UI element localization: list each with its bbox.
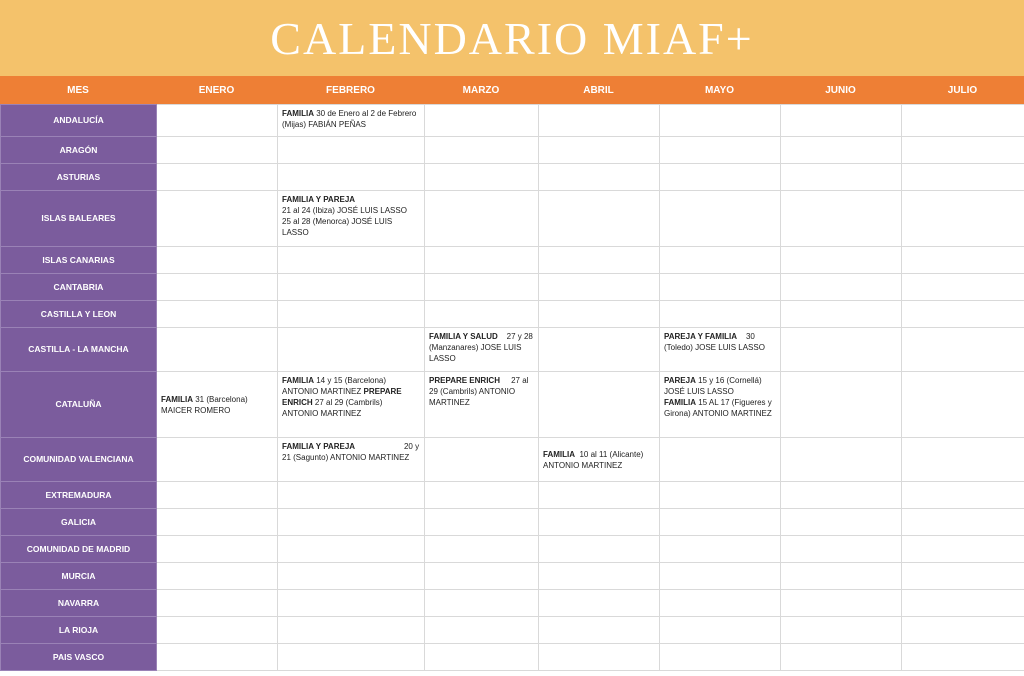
cell[interactable]: [425, 301, 539, 328]
cell[interactable]: [781, 509, 902, 536]
cell[interactable]: [660, 105, 781, 137]
table-row: [1, 247, 1024, 274]
event-text: 27 al 29 (Cambrils) ANTONIO MARTINEZ: [429, 376, 531, 407]
cell[interactable]: [902, 372, 1024, 438]
cell[interactable]: [157, 482, 278, 509]
cell[interactable]: [539, 191, 660, 247]
header-marzo: MARZO: [462, 84, 500, 96]
cell[interactable]: [157, 164, 278, 191]
cell[interactable]: [902, 590, 1024, 617]
cell[interactable]: [781, 590, 902, 617]
cell[interactable]: [902, 274, 1024, 301]
cell[interactable]: [425, 590, 539, 617]
event-cell[interactable]: [278, 191, 425, 247]
cell[interactable]: [278, 482, 425, 509]
cell[interactable]: [781, 247, 902, 274]
cell[interactable]: [539, 274, 660, 301]
cell[interactable]: [278, 617, 425, 644]
cell[interactable]: [278, 274, 425, 301]
cell[interactable]: [278, 137, 425, 164]
header-julio: JULIO: [947, 84, 978, 96]
event-tag: PREPARE ENRICH: [429, 376, 500, 385]
event-tag: PAREJA Y FAMILIA: [664, 332, 738, 341]
cell[interactable]: [660, 137, 781, 164]
table-row: [1, 191, 1024, 247]
region-murcia[interactable]: MURCIA: [1, 563, 157, 590]
cell[interactable]: [781, 563, 902, 590]
event-tag: PAREJA: [664, 376, 696, 385]
table-row: [1, 301, 1024, 328]
header-mes: MES: [67, 84, 89, 96]
table-row: [1, 509, 1024, 536]
event-tag: FAMILIA: [543, 449, 575, 459]
cell[interactable]: [539, 247, 660, 274]
cell[interactable]: [539, 372, 660, 438]
cell[interactable]: [902, 482, 1024, 509]
cell[interactable]: [660, 509, 781, 536]
event-tag: PREPARE ENRICH: [282, 387, 402, 407]
cell[interactable]: [425, 105, 539, 137]
header-febrero: FEBRERO: [326, 84, 375, 96]
table-row: [1, 105, 1024, 137]
event-tag: FAMILIA: [282, 109, 314, 118]
cell[interactable]: [902, 301, 1024, 328]
cell[interactable]: [539, 328, 660, 372]
cell[interactable]: [425, 536, 539, 563]
event-text: 14 y 15 (Barcelona) ANTONIO MARTINEZ: [282, 376, 387, 396]
cell[interactable]: [425, 137, 539, 164]
table-row: [1, 274, 1024, 301]
cell[interactable]: [902, 328, 1024, 372]
cell[interactable]: [425, 509, 539, 536]
cell[interactable]: [278, 590, 425, 617]
cell[interactable]: [157, 590, 278, 617]
cell[interactable]: [425, 438, 539, 482]
event-tag: FAMILIA Y SALUD: [429, 332, 498, 341]
cell[interactable]: [425, 482, 539, 509]
cell[interactable]: [660, 617, 781, 644]
cell[interactable]: [781, 617, 902, 644]
event-text: 31 (Barcelona) MAICER ROMERO: [161, 394, 248, 415]
calendar-table: [0, 104, 1024, 671]
cell[interactable]: [781, 274, 902, 301]
header-junio: JUNIO: [825, 84, 856, 96]
event-text: 21 al 24 (Ibiza) JOSÉ LUIS LASSO: [282, 206, 407, 215]
cell[interactable]: [278, 328, 425, 372]
region-islas-canarias[interactable]: ISLAS CANARIAS: [1, 247, 157, 274]
event-tag: FAMILIA Y PAREJA: [282, 442, 356, 451]
cell[interactable]: [660, 191, 781, 247]
cell[interactable]: [157, 247, 278, 274]
region-asturias[interactable]: ASTURIAS: [1, 164, 157, 191]
cell[interactable]: [157, 137, 278, 164]
cell[interactable]: [539, 590, 660, 617]
cell[interactable]: [157, 617, 278, 644]
cell[interactable]: [781, 438, 902, 482]
table-row: [1, 328, 1024, 372]
cell[interactable]: [425, 617, 539, 644]
table-row: [1, 482, 1024, 509]
cell[interactable]: [425, 191, 539, 247]
event-tag: FAMILIA: [664, 398, 696, 407]
event-text: 30 (Toledo) JOSE LUIS LASSO: [664, 332, 765, 352]
table-row: [1, 536, 1024, 563]
cell[interactable]: [539, 509, 660, 536]
cell[interactable]: [660, 482, 781, 509]
cell[interactable]: [902, 191, 1024, 247]
cell[interactable]: [660, 536, 781, 563]
cell[interactable]: [902, 644, 1024, 671]
cell[interactable]: [781, 482, 902, 509]
event-cell[interactable]: [278, 438, 425, 482]
table-row: [1, 372, 1024, 438]
cell[interactable]: [157, 509, 278, 536]
event-cell[interactable]: [539, 438, 660, 482]
cell[interactable]: [157, 563, 278, 590]
cell[interactable]: [902, 247, 1024, 274]
cell[interactable]: [157, 191, 278, 247]
region-aragon[interactable]: ARAGÓN: [1, 137, 157, 164]
table-row: [1, 563, 1024, 590]
cell[interactable]: [157, 644, 278, 671]
cell[interactable]: [539, 164, 660, 191]
cell[interactable]: [781, 105, 902, 137]
region-cantabria[interactable]: CANTABRIA: [1, 274, 157, 301]
cell[interactable]: [539, 137, 660, 164]
cell[interactable]: [902, 563, 1024, 590]
cell[interactable]: [157, 536, 278, 563]
cell[interactable]: [157, 328, 278, 372]
header-enero: ENERO: [198, 84, 235, 96]
cell[interactable]: [539, 105, 660, 137]
header-abril: ABRIL: [583, 84, 614, 96]
cell[interactable]: [425, 274, 539, 301]
event-text: 20 y 21 (Sagunto) ANTONIO MARTINEZ: [282, 442, 422, 462]
event-tag: FAMILIA Y PAREJA: [282, 195, 356, 204]
region-extremadura[interactable]: EXTREMADURA: [1, 482, 157, 509]
cell[interactable]: [660, 164, 781, 191]
cell[interactable]: [902, 105, 1024, 137]
region-navarra[interactable]: NAVARRA: [1, 590, 157, 617]
event-text: 10 al 11 (Alicante) ANTONIO MARTINEZ: [543, 449, 646, 470]
cell[interactable]: [157, 105, 278, 137]
cell[interactable]: [539, 482, 660, 509]
region-la-rioja[interactable]: LA RIOJA: [1, 617, 157, 644]
cell[interactable]: [157, 438, 278, 482]
table-row: [1, 137, 1024, 164]
event-text: 15 AL 17 (Figueres y Girona) ANTONIO MARTINEZ: [664, 398, 772, 418]
table-row: [1, 617, 1024, 644]
cell[interactable]: [425, 164, 539, 191]
table-row: [1, 164, 1024, 191]
region-islas-baleares[interactable]: ISLAS BALEARES: [1, 191, 157, 247]
region-galicia[interactable]: GALICIA: [1, 509, 157, 536]
event-cell[interactable]: [157, 372, 278, 438]
cell[interactable]: [902, 509, 1024, 536]
region-andalucia[interactable]: ANDALUCÍA: [1, 105, 157, 137]
cell[interactable]: [539, 563, 660, 590]
event-text: 25 al 28 (Menorca) JOSÉ LUIS LASSO: [282, 217, 393, 237]
page-title: CALENDARIO MIAF+: [0, 0, 1024, 76]
event-cell[interactable]: [425, 372, 539, 438]
cell[interactable]: [902, 137, 1024, 164]
cell[interactable]: [660, 644, 781, 671]
cell[interactable]: [539, 644, 660, 671]
region-castilla-la-mancha[interactable]: CASTILLA - LA MANCHA: [1, 328, 157, 372]
event-cell[interactable]: [660, 328, 781, 372]
cell[interactable]: [425, 644, 539, 671]
cell[interactable]: [781, 536, 902, 563]
cell[interactable]: [781, 137, 902, 164]
cell[interactable]: [660, 563, 781, 590]
table-row: [1, 438, 1024, 482]
cell[interactable]: [781, 328, 902, 372]
cell[interactable]: [539, 536, 660, 563]
event-text: 27 al 29 (Cambrils) ANTONIO MARTINEZ: [282, 398, 383, 418]
cell[interactable]: [278, 644, 425, 671]
cell[interactable]: [157, 274, 278, 301]
cell[interactable]: [660, 301, 781, 328]
table-row: [1, 644, 1024, 671]
event-cell[interactable]: [278, 372, 425, 438]
cell[interactable]: [781, 191, 902, 247]
event-text: 15 y 16 (Cornellá) JOSÉ LUIS LASSO: [664, 376, 762, 396]
region-castilla-y-leon[interactable]: CASTILLA Y LEON: [1, 301, 157, 328]
cell[interactable]: [902, 617, 1024, 644]
cell[interactable]: [660, 274, 781, 301]
region-cataluna[interactable]: CATALUÑA: [1, 372, 157, 438]
region-comunidad-de-madrid[interactable]: COMUNIDAD DE MADRID: [1, 536, 157, 563]
cell[interactable]: [660, 438, 781, 482]
cell[interactable]: [278, 301, 425, 328]
cell[interactable]: [539, 301, 660, 328]
region-pais-vasco[interactable]: PAIS VASCO: [1, 644, 157, 671]
event-cell[interactable]: [660, 372, 781, 438]
cell[interactable]: [157, 301, 278, 328]
event-cell[interactable]: [278, 105, 425, 137]
cell[interactable]: [781, 301, 902, 328]
header-mayo: MAYO: [704, 84, 735, 96]
cell[interactable]: [539, 617, 660, 644]
cell[interactable]: [278, 247, 425, 274]
cell[interactable]: [902, 536, 1024, 563]
cell[interactable]: [781, 644, 902, 671]
cell[interactable]: [660, 590, 781, 617]
cell[interactable]: [425, 247, 539, 274]
region-comunidad-valenciana[interactable]: COMUNIDAD VALENCIANA: [1, 438, 157, 482]
cell[interactable]: [278, 563, 425, 590]
event-tag: FAMILIA: [161, 394, 193, 404]
cell[interactable]: [278, 164, 425, 191]
cell[interactable]: [660, 247, 781, 274]
cell[interactable]: [278, 509, 425, 536]
month-header-row: [0, 76, 1024, 104]
event-text: 30 de Enero al 2 de Febrero (Mijas) FABIÁN PEÑAS: [282, 109, 417, 129]
event-text: 27 y 28 (Manzanares) JOSE LUIS LASSO: [429, 332, 536, 363]
event-tag: FAMILIA: [282, 376, 314, 385]
cell[interactable]: [902, 164, 1024, 191]
event-cell[interactable]: [425, 328, 539, 372]
cell[interactable]: [781, 372, 902, 438]
cell[interactable]: [425, 563, 539, 590]
cell[interactable]: [902, 438, 1024, 482]
cell[interactable]: [781, 164, 902, 191]
table-row: [1, 590, 1024, 617]
cell[interactable]: [278, 536, 425, 563]
